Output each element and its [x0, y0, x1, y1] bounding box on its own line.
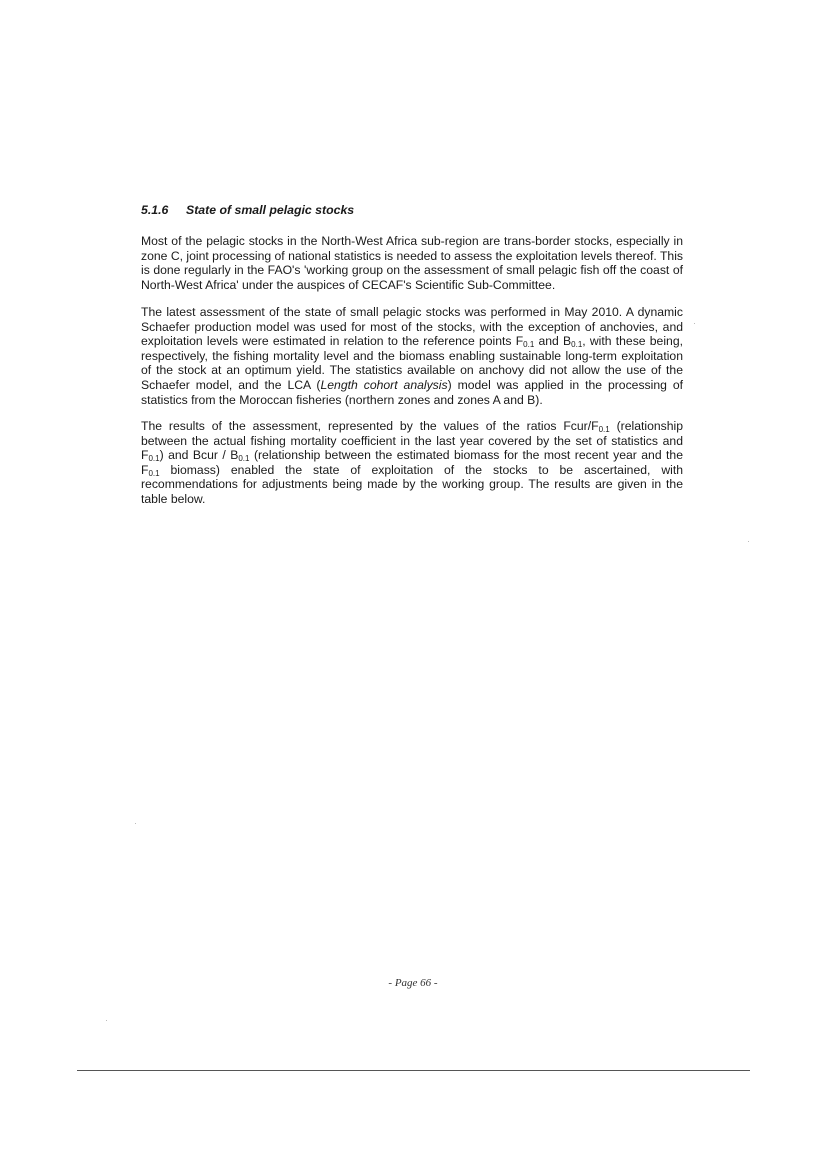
section-heading	[141, 203, 354, 217]
paragraph-latest-assessment: The latest assessment of the state of small pelagic stocks was performed in May 2010. A dynamic Schaefer production model was used for most of the stocks, with the exception of anchovies, and exploitation levels were estimated in relation to the reference points $F_{0.1}$ and $B_{0.1}$, with these being, respectively, the fishing mortality level and the biomass enabling sustainable long-term exploitation of the stock at an optimum yield. The statistics available on anchovy did not allow the use of the Schaefer model, and the LCA (Length cohort analysis) model was applied in the processing of statistics from the Moroccan fisheries (northern zones and zones A and B).	[141, 305, 684, 407]
section-number: 5.1.6	[141, 203, 169, 217]
footer-divider	[77, 1070, 750, 1071]
paragraph-assessment-results: The results of the assessment, represented by the values of the ratios Fcur/$F_{0.1}$ (relationship between the actual fishing mortality coefficient in the last year covered by the set of statistics and $F_{0.1}$) and Bcur / $B_{0.1}$ (relationship between the estimated biomass for the most recent year and the $F_{0.1}$ biomass) enabled the state of exploitation of the stocks to be ascertained, with recommendations for adjustments being made by the working group. The results are given in the table below.	[141, 419, 684, 506]
scan-speck	[106, 1020, 107, 1021]
scan-speck	[748, 541, 749, 542]
paragraph-trans-border-stocks: Most of the pelagic stocks in the North-West Africa sub-region are trans-border stocks, especially in zone C, joint processing of national statistics is needed to assess the exploitation levels thereof. This is done regularly in the FAO's 'working group on the assessment of small pelagic fish off the coast of North-West Africa' under the auspices of CECAF's Scientific Sub-Committee.	[141, 234, 683, 292]
scan-speck	[135, 823, 136, 824]
page-number: - Page 66 -	[388, 977, 438, 989]
scan-speck	[694, 323, 695, 324]
section-title: State of small pelagic stocks	[186, 203, 355, 217]
lca-term: Length cohort analysis	[320, 377, 448, 392]
